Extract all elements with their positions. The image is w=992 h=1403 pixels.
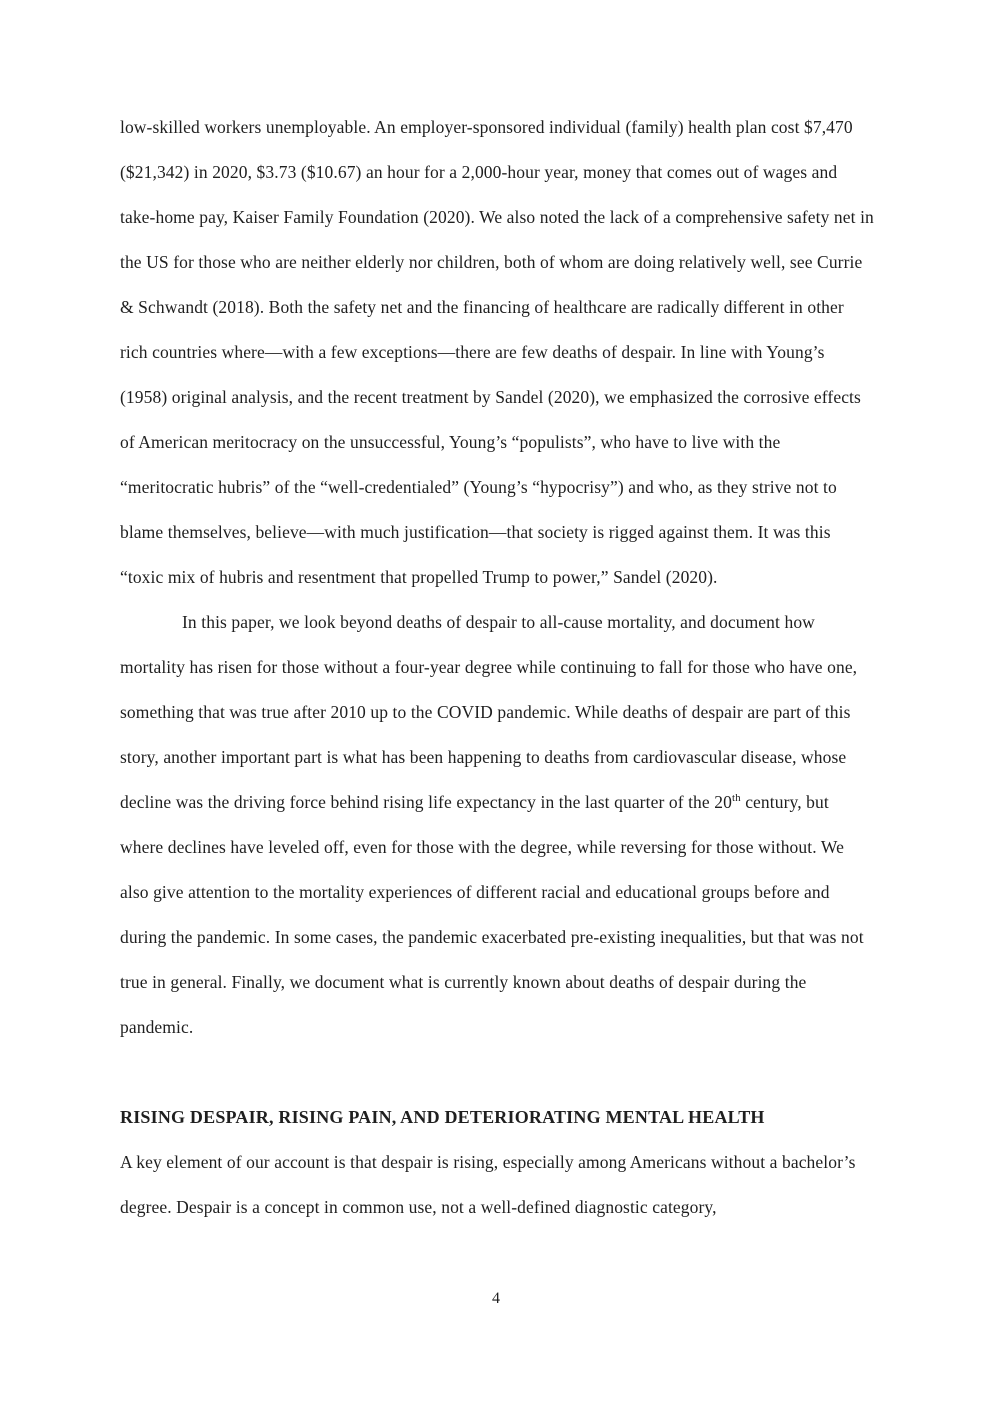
paragraph-text-pre-superscript: In this paper, we look beyond deaths of despair to all-cause mortality, and document how mortality has risen for those without a four-year degree while continuing to fall for those who have one, something that was true after 2010 up to the COVID pandemic. While deaths of despair are part of this story, another important part is what has been happening to deaths from cardiovascular disease, whose decline was the driving force behind rising life expectancy in the last quarter of the 20 bbox=[120, 612, 858, 812]
page-body-text bbox=[120, 105, 874, 1230]
ordinal-superscript: th bbox=[731, 792, 741, 805]
paragraph-text-post-superscript: century, but where declines have leveled off, even for those with the degree, while reversing for those without. We also give attention to the mortality experiences of different racial and educational groups before and during the pandemic. In some cases, the pandemic exacerbated pre-existing inequalities, but that was not true in general. Finally, we document what is currently known about deaths of despair during the pandemic. bbox=[120, 792, 864, 1037]
paragraph-in-this-paper bbox=[120, 600, 874, 1050]
section-heading: RISING DESPAIR, RISING PAIN, AND DETERIORATING MENTAL HEALTH bbox=[120, 1107, 765, 1127]
page-number: 4 bbox=[492, 1290, 500, 1307]
paragraph-continuation: low-skilled workers unemployable. An employer-sponsored individual (family) health plan cost $7,470 ($21,342) in 2020, $3.73 ($10.67) an hour for a 2,000-hour year, money that comes out of wages and take-home pay, Kaiser Family Foundation (2020). We also noted the lack of a comprehensive safety net in the US for those who are neither elderly nor children, both of whom are doing relatively well, see Currie & Schwandt (2018). Both the safety net and the financing of healthcare are radically different in other rich countries where—with a few exceptions—there are few deaths of despair. In line with Young’s (1958) original analysis, and the recent treatment by Sandel (2020), we emphasized the corrosive effects of American meritocracy on the unsuccessful, Young’s “populists”, who have to live with the “meritocratic hubris” of the “well-credentialed” (Young’s “hypocrisy”) and who, as they strive not to blame themselves, believe—with much justification—that society is rigged against them. It was this “toxic mix of hubris and resentment that propelled Trump to power,” Sandel (2020). bbox=[120, 117, 874, 587]
paragraph-key-element: A key element of our account is that despair is rising, especially among Americans without a bachelor’s degree. Despair is a concept in common use, not a well-defined diagnostic category, bbox=[120, 1152, 856, 1217]
